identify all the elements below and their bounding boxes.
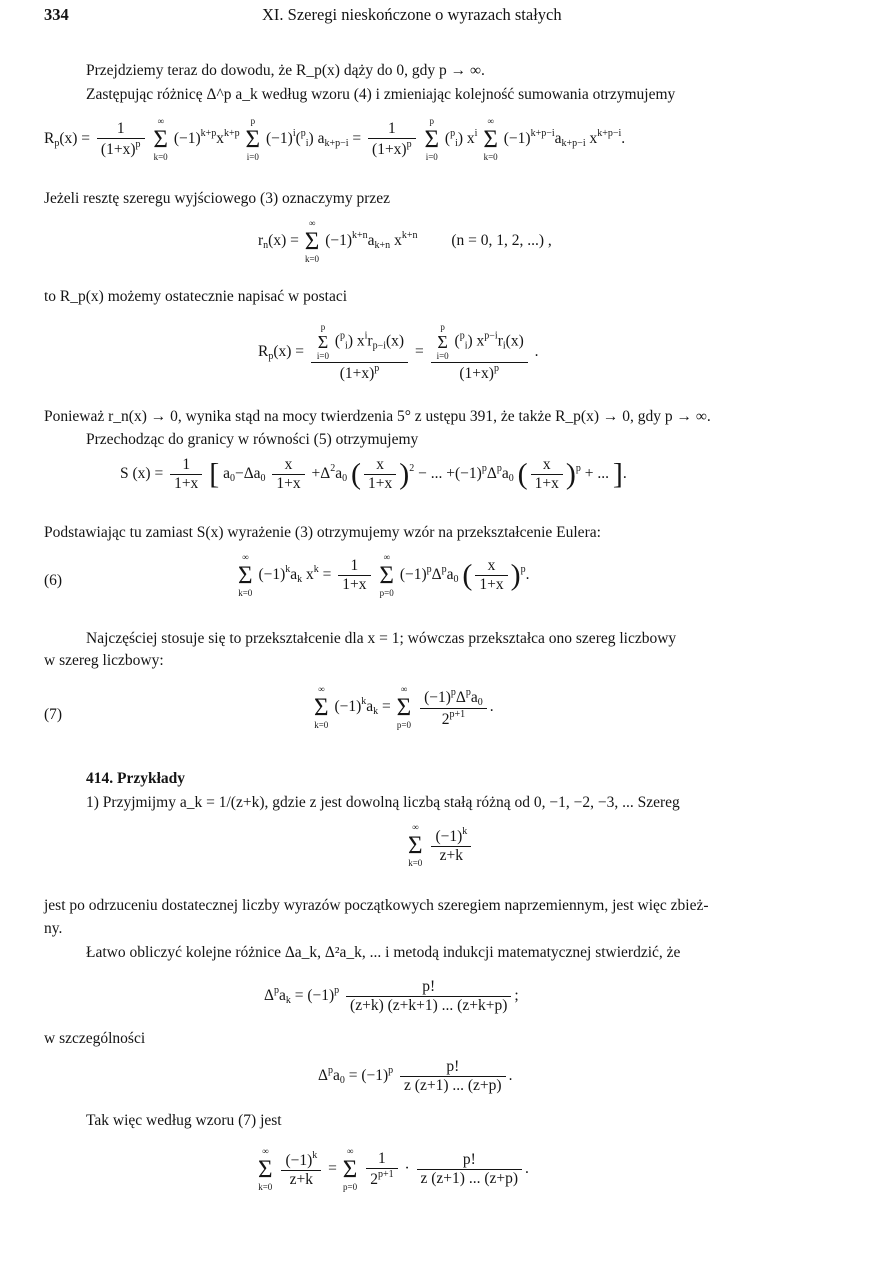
equation-final-result: ∞ Σ k=0 $\frac{(-1)^k}{z+k}$ = ∞ Σ p=0 $\frac{1}{2^{p+1}}$ · $\frac{p!}{z (z+1) ... (z+p)}$ . bbox=[258, 1146, 529, 1192]
text-line: Przechodząc do granicy w równości (5) otrzymujemy bbox=[86, 431, 419, 448]
equation-s-of-x: S (x) = $\frac{1}{1+x}$ [ a0−Δa0 $\frac{x}{1+x}$ $+\Delta^2a0$ ( $\frac{x}{1+x}$ )$^2$ − ... $+(-1)^p\Delta^pa0$ ( $\frac{x}{1+x}$ )$^p$ + ... ]. bbox=[120, 456, 627, 492]
text-line: w szereg liczbowy: bbox=[44, 652, 164, 669]
running-title: XI. Szeregi nieskończone o wyrazach stałych bbox=[262, 5, 562, 24]
text-line: Tak więc według wzoru (7) jest bbox=[86, 1112, 282, 1129]
equation-rp-final: Rp(x) = p Σ i=0 ($^p$i) $x^irp-i(x)$ $(1+x)^p$ = p Σ i=0 ($^p$i) $x^{p-i}ri(x)$ $(1+x)^p$ . bbox=[258, 322, 539, 382]
text-line: Najczęściej stosuje się to przekształcenie dla x = 1; wówczas przekształca ono szereg liczbowy bbox=[86, 630, 677, 647]
text-line: to R_p(x) możemy ostatecznie napisać w postaci bbox=[44, 288, 348, 305]
equation-label-7: (7) bbox=[44, 706, 63, 723]
text-line: Podstawiając tu zamiast S(x) wyrażenie (3) otrzymujemy wzór na przekształcenie Eulera: bbox=[44, 524, 601, 541]
equation-alternating-series: ∞ Σ k=0 $\frac{(-1)^k}{z+k}$ bbox=[406, 822, 474, 869]
text-line: Ponieważ r_n(x) → 0, wynika stąd na mocy twierdzenia 5° z ustępu 391, że także R_p(x) → 0, gdy p → ∞. bbox=[44, 408, 711, 425]
equation-rn: rn(x) = ∞ Σ k=0 $(-1)^{k+n}ak+n$ $x^{k+n}$ (n = 0, 1, 2, ...) , bbox=[258, 218, 552, 264]
equation-label-6: (6) bbox=[44, 572, 63, 589]
equation-delta-p-a0: $\Delta^pa0 = (-1)^p$ $\frac{p!}{z (z+1) ... (z+p)}$ . bbox=[318, 1058, 513, 1094]
equation-delta-p-ak: $\Delta^pak = (-1)^p$ $\frac{p!}{(z+k) (z+k+1) ... (z+k+p)}$ ; bbox=[264, 978, 519, 1014]
text-line: Jeżeli resztę szeregu wyjściowego (3) oznaczymy przez bbox=[44, 190, 390, 207]
text-line: jest po odrzuceniu dostatecznej liczby wyrazów początkowych szeregiem naprzemiennym, jest więc zbież- bbox=[44, 897, 709, 914]
equation-numeric-euler: ∞ Σ k=0 $(-1)^kak$ = ∞ Σ p=0 $\frac{(-1)^p\Delta^pa0}{2^{p+1}}$ . bbox=[314, 684, 494, 730]
text-line: Przejdziemy teraz do dowodu, że R_p(x) dąży do 0, gdy p → ∞. bbox=[86, 62, 485, 79]
text-line: Zastępując różnicę Δ^p a_k według wzoru (4) i zmieniając kolejność sumowania otrzymujemy bbox=[86, 86, 676, 103]
text-line: ny. bbox=[44, 920, 63, 937]
equation-rp-expansion: Rp(x) = $\frac{1}{(1+x)^p}$ ∞ Σ k=0 $(-1)^{k+p}x^{k+p}$ p Σ i=0 $(-1)^i(^pi) ak+p-i$ = $\frac{1}{(1+x)^p}$ p Σ i=0 ($^p$i) $x^i$ ∞ Σ k=0 $(-1)^{k+p-i}ak+p-i$ $x^{k+p-i}$. bbox=[44, 116, 626, 162]
text-line: 1) Przyjmijmy a_k = 1/(z+k), gdzie z jest dowolną liczbą stałą różną od 0, −1, −2, −3, ... Szereg bbox=[86, 794, 680, 811]
text-line: Łatwo obliczyć kolejne różnice Δa_k, Δ²a_k, ... i metodą indukcji matematycznej stwierdzić, że bbox=[86, 944, 681, 961]
page-number: 334 bbox=[44, 5, 69, 24]
section-heading: 414. Przykłady bbox=[86, 770, 186, 787]
equation-euler-transform: ∞ Σ k=0 $(-1)^kak$ $x^k$ = $\frac{1}{1+x}$ ∞ Σ p=0 $(-1)^p\Delta^pa0$ ( $\frac{x}{1+x}$ )$^p$. bbox=[238, 552, 530, 598]
text-line: w szczególności bbox=[44, 1030, 146, 1047]
